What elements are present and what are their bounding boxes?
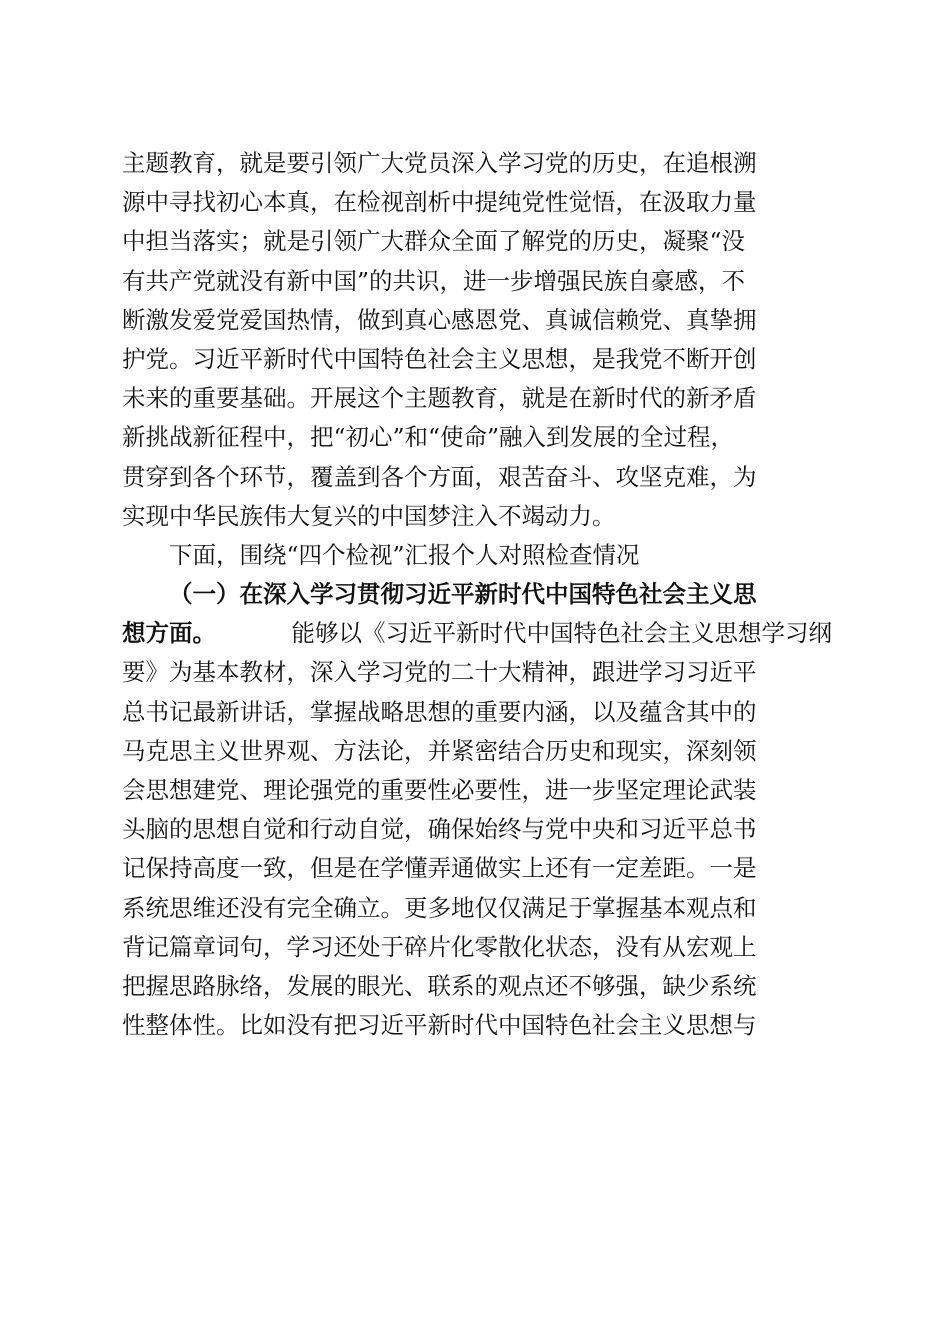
- text-line: [122, 340, 832, 379]
- text-line: [122, 693, 832, 732]
- text-line-content: 源中寻找初心本真，在检视剖析中提纯党性觉悟，在汲取力量: [122, 188, 757, 217]
- text-line: [122, 536, 832, 575]
- text-line: [122, 418, 832, 457]
- text-line-content: 性整体性。比如没有把习近平新时代中国特色社会主义思想与: [122, 1011, 757, 1040]
- text-line: [122, 732, 832, 771]
- text-line: [122, 183, 832, 222]
- text-line-content: 断激发爱党爱国热情，做到真心感恩党、真诚信赖党、真挚拥: [122, 305, 757, 334]
- text-line-content: 能够以《习近平新时代中国特色社会主义思想学习纲: [291, 619, 832, 648]
- text-line: [122, 810, 832, 849]
- text-line-content: 马克思主义世界观、方法论，并紧密结合历史和现实，深刻领: [122, 736, 757, 765]
- section-heading-text: （一）在深入学习贯彻习近平新时代中国特色社会主义思: [169, 580, 757, 609]
- section-heading-tail: 想方面。: [122, 619, 216, 648]
- text-line-content: 贯穿到各个环节，覆盖到各个方面，艰苦奋斗、攻坚克难，为: [122, 462, 757, 491]
- text-line-content: 下面，围绕“四个检视”汇报个人对照检查情况: [169, 540, 640, 569]
- text-line-content: 实现中华民族伟大复兴的中国梦注入不竭动力。: [122, 501, 616, 530]
- text-line-content: 未来的重要基础。开展这个主题教育，就是在新时代的新矛盾: [122, 384, 757, 413]
- text-line-content: 要》为基本教材，深入学习党的二十大精神，跟进学习习近平: [122, 658, 757, 687]
- text-line: [122, 379, 832, 418]
- text-line-content: 有共产党就没有新中国”的共识，进一步增强民族自豪感，不: [122, 266, 746, 295]
- text-line-content: 记保持高度一致，但是在学懂弄通做实上还有一定差距。一是: [122, 854, 757, 883]
- text-line: [122, 458, 832, 497]
- text-line: [122, 144, 832, 183]
- text-line: [122, 614, 832, 653]
- text-line: [122, 967, 832, 1006]
- text-line-content: 头脑的思想自觉和行动自觉，确保始终与党中央和习近平总书: [122, 815, 757, 844]
- text-line-content: 中担当落实；就是引领广大群众全面了解党的历史，凝聚“没: [122, 227, 746, 256]
- text-line-content: 新挑战新征程中，把“初心”和“使命”融入到发展的全过程，: [122, 423, 735, 452]
- text-line-content: 护党。习近平新时代中国特色社会主义思想，是我党不断开创: [122, 344, 757, 373]
- text-line: [122, 222, 832, 261]
- text-line-content: 会思想建党、理论强党的重要性必要性，进一步坚定理论武装: [122, 776, 757, 804]
- text-line: [122, 262, 832, 301]
- text-line: [122, 653, 832, 692]
- text-line: [122, 928, 832, 967]
- text-line: [122, 849, 832, 888]
- text-line-content: 背记篇章词句，学习还处于碎片化零散化状态，没有从宏观上: [122, 932, 757, 961]
- text-line-content: 系统思维还没有完全确立。更多地仅仅满足于掌握基本观点和: [122, 893, 757, 922]
- text-line: [122, 497, 832, 536]
- text-line: [122, 1006, 832, 1045]
- text-line-content: 主题教育，就是要引领广大党员深入学习党的历史，在追根溯: [122, 149, 757, 177]
- text-line-content: 总书记最新讲话，掌握战略思想的重要内涵，以及蕴含其中的: [122, 697, 757, 726]
- text-line: [122, 301, 832, 340]
- document-body: [122, 144, 832, 1045]
- text-line: [122, 889, 832, 928]
- section-heading-line: [122, 575, 832, 614]
- text-line-content: 把握思路脉络，发展的眼光、联系的观点还不够强，缺少系统: [122, 971, 757, 1000]
- text-line: [122, 771, 832, 810]
